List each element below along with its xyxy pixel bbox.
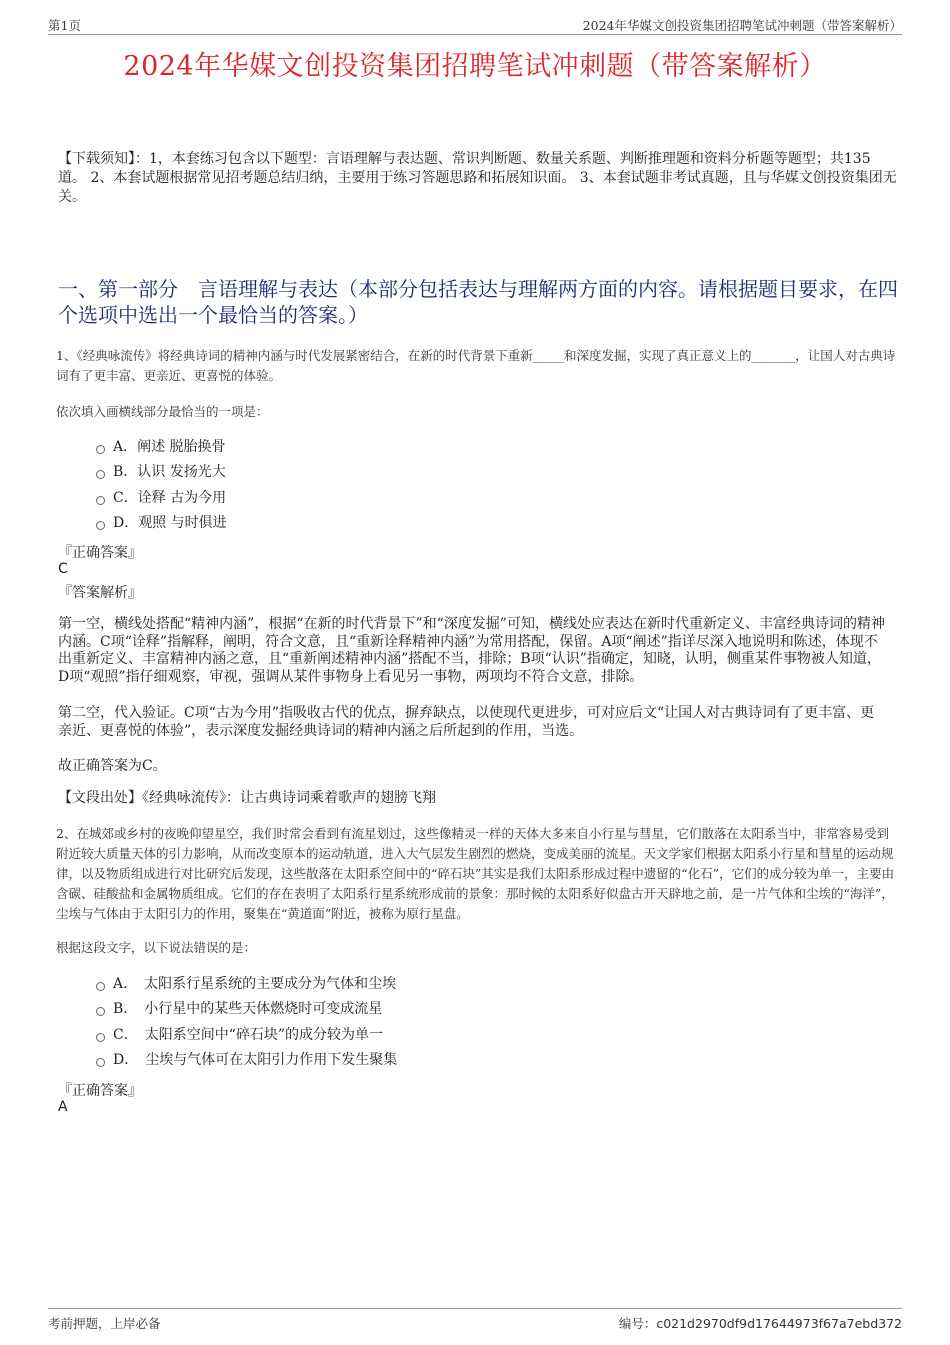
radio-icon[interactable] [96, 1007, 105, 1016]
answer-label: 『正确答案』 [58, 545, 142, 561]
correct-answer: C [58, 561, 68, 577]
correct-answer: A [58, 1099, 68, 1115]
analysis-paragraph: 第一空，横线处搭配“精神内涵”，根据“在新的时代背景下”和“深度发掘”可知，横线处应表达在新时代重新定义、丰富经典诗词的精神内涵。C项“诠释”指解释，阐明，符合文意，且“重新诠释精神内涵”为常用搭配，保留。A项“阐述”指详尽深入地说明和陈述，体现不出重新定义、丰富精神内涵之意，且“重新阐述精神内涵”搭配不当，排除；B项“认识”指确定，知晓，认明，侧重某件事物被人知道，D项“观照”指仔细观察，审视，强调从某件事物身上看见另一事物，两项均不符合文意，排除。 [58, 616, 885, 685]
page-header [48, 14, 902, 35]
document-title: 2024年华媒文创投资集团招聘笔试冲刺题（带答案解析） [123, 51, 827, 82]
question-1-prompt: 依次填入画横线部分最恰当的一项是： [56, 404, 269, 419]
source-citation: 【文段出处】《经典咏流传》：让古典诗词乘着歌声的翅膀飞翔 [58, 790, 436, 806]
option-a[interactable]: A．阐述 脱胎换骨 [96, 433, 227, 459]
radio-icon[interactable] [96, 470, 105, 479]
radio-icon[interactable] [96, 1033, 105, 1042]
analysis-label: 『答案解析』 [58, 585, 142, 601]
radio-icon[interactable] [96, 521, 105, 530]
section-heading: 一、第一部分 言语理解与表达（本部分包括表达与理解两方面的内容。请根据题目要求，在四个选项中选出一个最恰当的答案。） [58, 277, 898, 327]
option-c[interactable]: C． 太阳系空间中“碎石块”的成分较为单一 [96, 1021, 397, 1047]
question-2-stem: 2、在城郊或乡村的夜晚仰望星空，我们时常会看到有流星划过，这些像精灵一样的天体大多来自小行星与彗星，它们散落在太阳系当中，非常容易受到附近较大质量天体的引力影响，从而改变原本的运动轨道，进入大气层发生剧烈的燃烧，变成美丽的流星。天文学家们根据太阳系小行星和彗星的运动规律，以及物质组成进行对比研究后发现，这些散落在太阳系空间中的“碎石块”其实是我们太阳系形成过程中遗留的“化石”，它们的成分较为单一，主要由含碳、硅酸盐和金属物质组成。它们的存在表明了太阳系行星系统形成前的景象：那时候的太阳系好似盘古开天辟地之前，是一片气体和尘埃的“海洋”，尘埃与气体由于太阳引力的作用，聚集在“黄道面”附近，被称为原行星盘。 [56, 826, 895, 921]
option-c[interactable]: C．诠释 古为今用 [96, 484, 227, 510]
question-1-options [96, 433, 227, 535]
radio-icon[interactable] [96, 982, 105, 991]
question-2-prompt: 根据这段文字，以下说法错误的是： [56, 940, 257, 955]
radio-icon[interactable] [96, 1058, 105, 1067]
option-a[interactable]: A． 太阳系行星系统的主要成分为气体和尘埃 [96, 970, 397, 996]
header-doc-title: 2024年华媒文创投资集团招聘笔试冲刺题（带答案解析） [582, 18, 902, 33]
option-b[interactable]: B． 小行星中的某些天体燃烧时可变成流星 [96, 996, 397, 1022]
answer-label: 『正确答案』 [58, 1083, 142, 1099]
radio-icon[interactable] [96, 445, 105, 454]
document-code: 编号：c021d2970df9d17644973f67a7ebd372 [618, 1316, 902, 1331]
page-footer [48, 1308, 902, 1331]
option-b[interactable]: B．认识 发扬光大 [96, 459, 227, 485]
analysis-paragraph: 第二空，代入验证。C项“古为今用”指吸收古代的优点，摒弃缺点，以使现代更进步，可对应后文“让国人对古典诗词有了更丰富、更亲近、更喜悦的体验”，表示深度发掘经典诗词的精神内涵之后所起到的作用，当选。 [58, 705, 875, 739]
question-1-stem: 1、《经典咏流传》将经典诗词的精神内涵与时代发展紧密结合，在新的时代背景下重新_____和深度发掘，实现了真正意义上的_______，让国人对古典诗词有了更丰富、更亲近、更喜悦的体验。 [56, 348, 896, 383]
option-d[interactable]: D．观照 与时俱进 [96, 510, 227, 536]
analysis-conclusion: 故正确答案为C。 [58, 758, 167, 774]
download-notice: 【下载须知】：1，本套练习包含以下题型：言语理解与表达题、常识判断题、数量关系题、判断推理题和资料分析题等题型；共135道。 2、本套试题根据常见招考题总结归纳，主要用于练习答题思路和拓展知识面。 3、本套试题非考试真题，且与华媒文创投资集团无关。 [58, 151, 897, 205]
question-2-options [96, 970, 397, 1072]
option-d[interactable]: D． 尘埃与气体可在太阳引力作用下发生聚集 [96, 1047, 397, 1073]
page-number: 第1页 [48, 18, 81, 33]
radio-icon[interactable] [96, 496, 105, 505]
footer-slogan: 考前押题，上岸必备 [48, 1316, 161, 1331]
